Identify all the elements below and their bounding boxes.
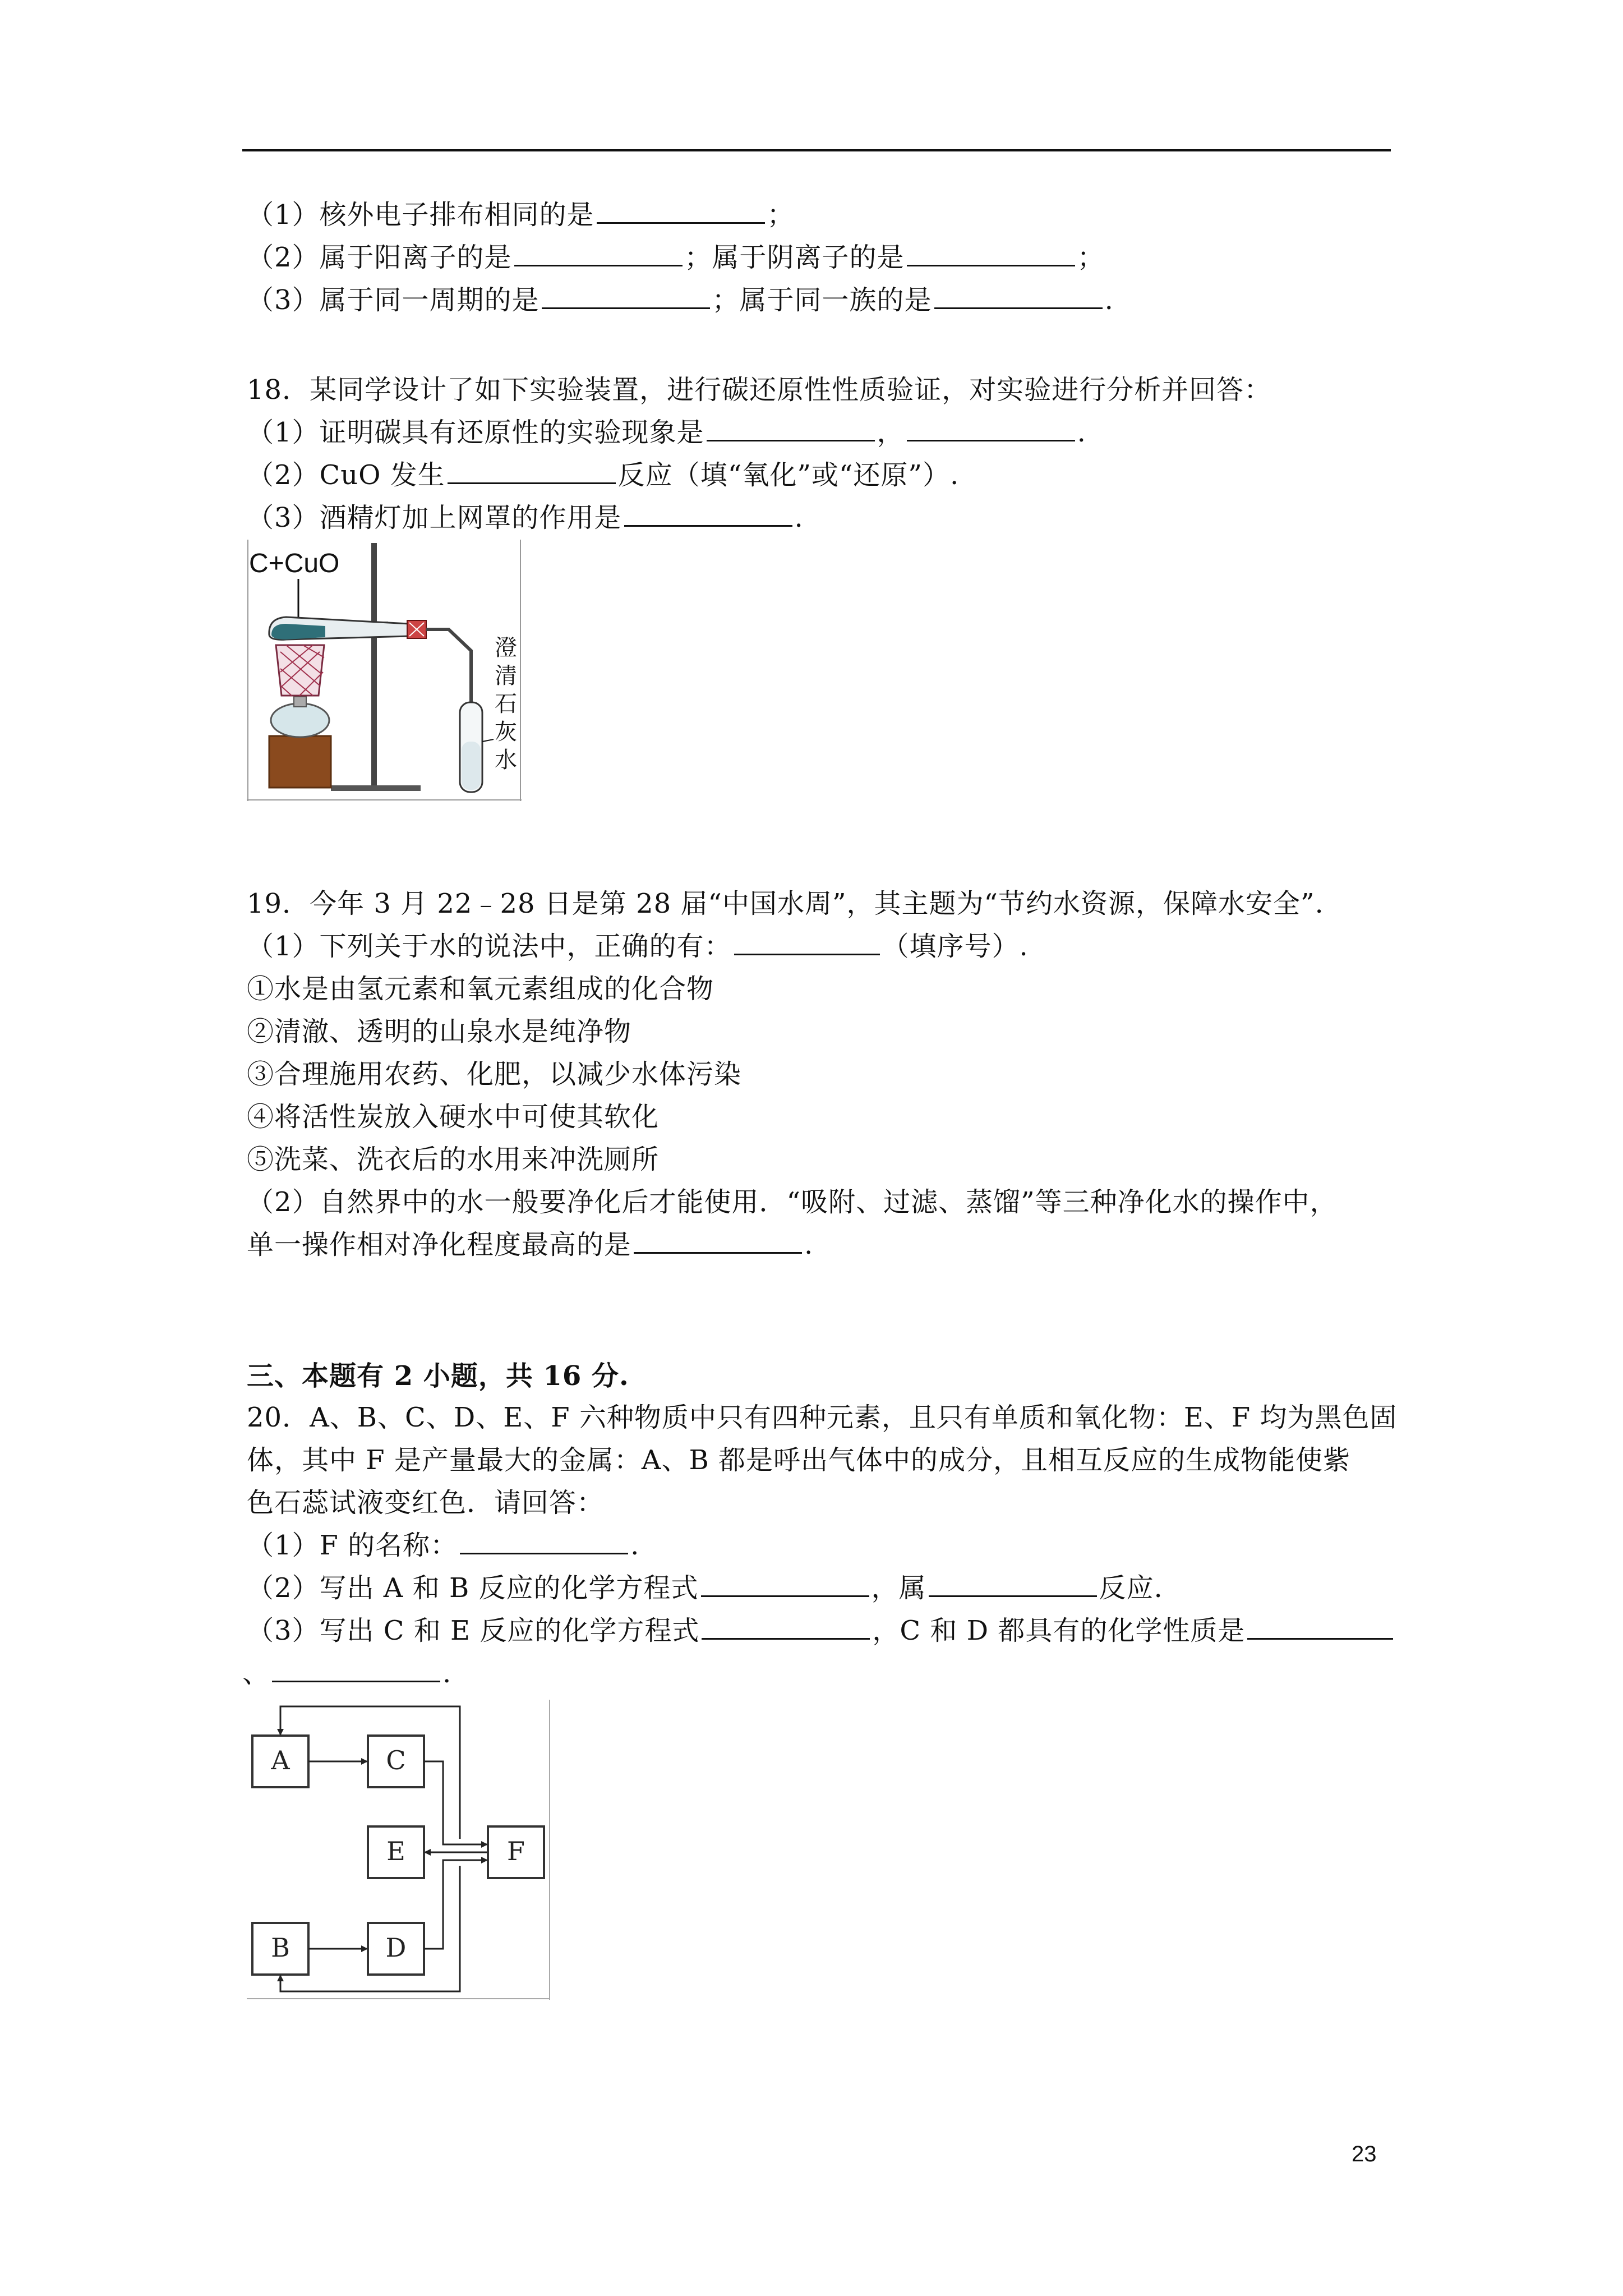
q19-part2-line2: 单一操作相对净化程度最高的是 . <box>247 1227 813 1262</box>
q17-part1: （1）核外电子排布相同的是 ； <box>247 197 795 232</box>
q20-stem-line3: 色石蕊试液变红色．请回答： <box>247 1487 605 1519</box>
answer-blank[interactable] <box>734 929 880 955</box>
q19-part2-line1: （2）自然界中的水一般要净化后才能使用．“吸附、过滤、蒸馏”等三种净化水的操作中， <box>247 1186 1338 1218</box>
limewater-label-5: 水 <box>495 747 517 773</box>
reactant-label: C+CuO <box>249 549 340 578</box>
q17-part3: （3）属于同一周期的是 ；属于同一族的是 . <box>247 283 1114 318</box>
header-rule <box>242 149 1391 151</box>
answer-blank[interactable] <box>1247 1613 1393 1640</box>
substance-relationship-diagram <box>247 1700 555 2003</box>
answer-blank[interactable] <box>701 1571 869 1597</box>
q19-option-3: ③合理施用农药、化肥，以减少水体污染 <box>247 1059 742 1090</box>
q18-part1: （1）证明碳具有还原性的实验现象是 ， . <box>247 415 1086 450</box>
q17-part2: （2）属于阳离子的是 ；属于阴离子的是 ； <box>247 240 1105 275</box>
q20-stem-line2: 体，其中 F 是产量最大的金属：A、B 都是呼出气体中的成分，且相互反应的生成物能使紫 <box>247 1444 1351 1476</box>
answer-blank[interactable] <box>907 240 1075 266</box>
box-f-label: F <box>507 1836 525 1866</box>
q20-part1: （1）F 的名称： . <box>247 1528 639 1563</box>
page-number: 23 <box>1352 2142 1377 2166</box>
answer-blank[interactable] <box>929 1571 1097 1597</box>
q20-stem-line1: 20．A、B、C、D、E、F 六种物质中只有四种元素，且只有单质和氧化物：E、F 均为黑色固 <box>247 1402 1398 1433</box>
q18-part2: （2）CuO 发生 反应（填“氧化”或“还原”）. <box>247 458 959 493</box>
answer-blank[interactable] <box>460 1528 628 1554</box>
answer-blank[interactable] <box>707 415 875 441</box>
limewater-label-4: 灰 <box>495 719 517 745</box>
answer-blank[interactable] <box>272 1656 440 1682</box>
q19-option-1: ①水是由氢元素和氧元素组成的化合物 <box>247 973 714 1005</box>
limewater-label-2: 清 <box>495 663 517 689</box>
answer-blank[interactable] <box>634 1227 802 1254</box>
limewater-label-3: 石 <box>495 691 517 717</box>
q20-part3: （3）写出 C 和 E 反应的化学方程式 ，C 和 D 都具有的化学性质是 <box>247 1613 1395 1648</box>
q19-option-5: ⑤洗菜、洗衣后的水用来冲洗厕所 <box>247 1144 660 1175</box>
section-heading: 三、本题有 2 小题，共 16 分. <box>247 1360 629 1392</box>
answer-blank[interactable] <box>542 283 710 309</box>
answer-blank[interactable] <box>702 1613 870 1640</box>
answer-blank[interactable] <box>907 415 1075 441</box>
answer-blank[interactable] <box>448 458 616 484</box>
q19-option-4: ④将活性炭放入硬水中可使其软化 <box>247 1101 660 1133</box>
q19-option-2: ②清澈、透明的山泉水是纯净物 <box>247 1016 632 1047</box>
box-e-label: E <box>386 1836 405 1866</box>
answer-blank[interactable] <box>624 500 792 527</box>
q20-part3-cont: 、 . <box>242 1656 451 1691</box>
box-c-label: C <box>386 1745 406 1775</box>
carbon-reduction-apparatus-figure <box>247 540 522 801</box>
box-d-label: D <box>385 1932 407 1963</box>
answer-blank[interactable] <box>934 283 1103 309</box>
box-b-label: B <box>271 1932 290 1963</box>
q20-part2: （2）写出 A 和 B 反应的化学方程式 ，属 反应. <box>247 1571 1163 1605</box>
q19-stem: 19．今年 3 月 22﹣28 日是第 28 届“中国水周”，其主题为“节约水资源，保障水安全”. <box>247 888 1324 919</box>
answer-blank[interactable] <box>597 197 765 224</box>
q18-part3: （3）酒精灯加上网罩的作用是 . <box>247 500 804 535</box>
q18-stem: 18．某同学设计了如下实验装置，进行碳还原性性质验证，对实验进行分析并回答： <box>247 374 1272 406</box>
q19-part1: （1）下列关于水的说法中，正确的有： （填序号）. <box>247 929 1029 964</box>
limewater-label-1: 澄 <box>495 635 517 661</box>
box-a-label: A <box>271 1745 290 1775</box>
answer-blank[interactable] <box>514 240 683 266</box>
